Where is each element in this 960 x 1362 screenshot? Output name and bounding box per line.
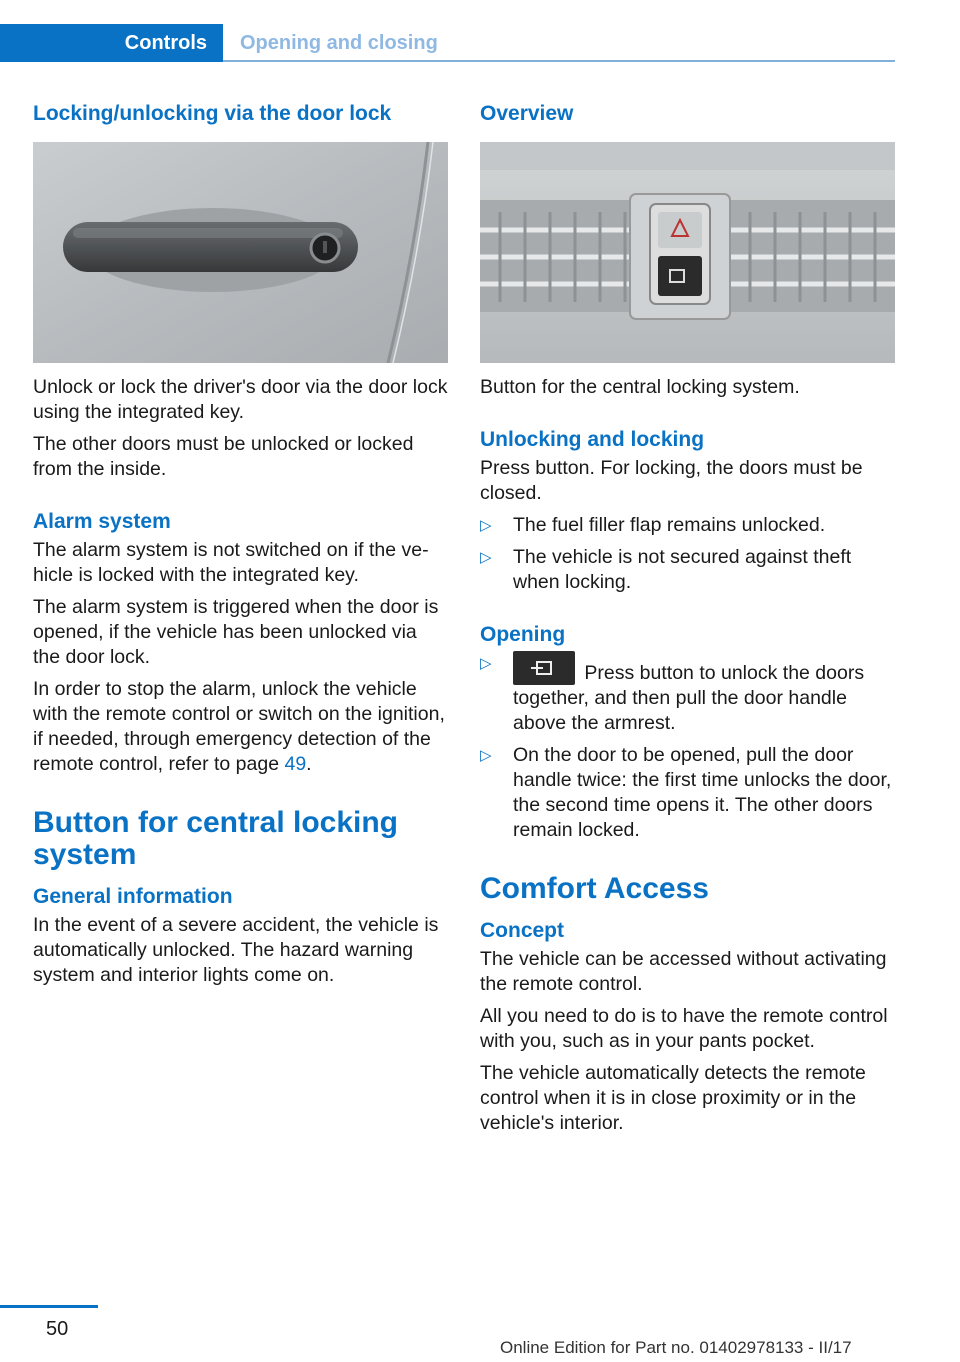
chapter-label: Controls (124, 31, 207, 54)
central-lock-button-image (480, 142, 895, 363)
general-info-heading: General information (33, 885, 233, 908)
door-lock-para-1: Unlock or lock the driver's door via the door lock using the integrated key. (33, 376, 448, 423)
triangle-bullet-icon: ▷ (480, 517, 492, 534)
alarm-para-3 (33, 677, 448, 777)
chapter-tab[interactable] (0, 24, 223, 62)
list-item (480, 513, 895, 538)
page-link[interactable]: 49 (284, 753, 307, 775)
unlocking-para: Press button. For locking, the doors must be closed. (480, 457, 863, 504)
opening-heading: Opening (480, 623, 566, 646)
alarm-para-1: The alarm system is not switched on if the vehicle is locked with the integrated key. (33, 539, 429, 586)
concept-para-1: The vehicle can be accessed without activating the remote control. (480, 948, 887, 995)
triangle-bullet-icon: ▷ (480, 747, 492, 764)
page-header (0, 0, 960, 64)
list-item-text: The vehicle is not secured against theft when locking. (513, 546, 852, 593)
unlocking-heading: Unlocking and locking (480, 428, 705, 451)
alarm-para-3-text: In order to stop the alarm, unlock the vehicle with the remote control or switch on the ignition, if needed, through emergency detection of the remote control, refer to page (33, 678, 445, 775)
edition-footer: Online Edition for Part no. 01402978133 - II/17 (500, 1338, 852, 1357)
section-tab[interactable] (240, 24, 438, 62)
opening-list (480, 651, 895, 843)
triangle-bullet-icon: ▷ (480, 655, 492, 672)
list-item-text: The fuel filler flap remains unlocked. (513, 514, 826, 536)
right-column (480, 100, 895, 1143)
central-locking-heading: Button for central locking system (33, 806, 399, 871)
list-item (480, 743, 895, 843)
concept-para-2: All you need to do is to have the remote control with you, such as in your pants pocket. (480, 1005, 888, 1052)
door-unlock-button-icon (513, 651, 575, 685)
door-lock-caption: Locking/unlocking via the door lock (33, 102, 392, 125)
concept-para-3: The vehicle automatically detects the remote control when it is in close proximity or in the vehicle's interior. (480, 1062, 866, 1134)
left-column (33, 100, 448, 995)
page-number-rule (0, 1305, 98, 1308)
door-handle-image (33, 142, 448, 363)
concept-heading: Concept (480, 919, 564, 942)
section-label: Opening and closing (240, 31, 438, 54)
list-item (480, 545, 895, 595)
overview-fig-caption: Button for the central locking system. (480, 376, 800, 398)
alarm-para-2: The alarm system is triggered when the door is opened, if the vehicle has been unlocked via the door lock. (33, 596, 439, 668)
triangle-bullet-icon: ▷ (480, 549, 492, 566)
page-number: 50 (46, 1318, 69, 1340)
alarm-para-3-end: . (306, 753, 312, 775)
list-item-text: Press button to unlock the doors together, and then pull the door handle above the armrest. (513, 662, 865, 734)
comfort-access-heading: Comfort Access (480, 872, 709, 905)
header-rule (223, 60, 895, 62)
list-item-text: On the door to be opened, pull the door handle twice: the first time unlocks the door, the second time opens it. The other doors remain locked. (513, 744, 892, 841)
list-item (480, 651, 895, 736)
general-info-para: In the event of a severe accident, the vehicle is automatically unlocked. The hazard warning system and interior lights come on. (33, 914, 439, 986)
door-lock-para-2: The other doors must be unlocked or locked from the inside. (33, 433, 414, 480)
overview-caption: Overview (480, 102, 574, 125)
unlocking-list (480, 513, 895, 595)
alarm-heading: Alarm system (33, 510, 171, 533)
